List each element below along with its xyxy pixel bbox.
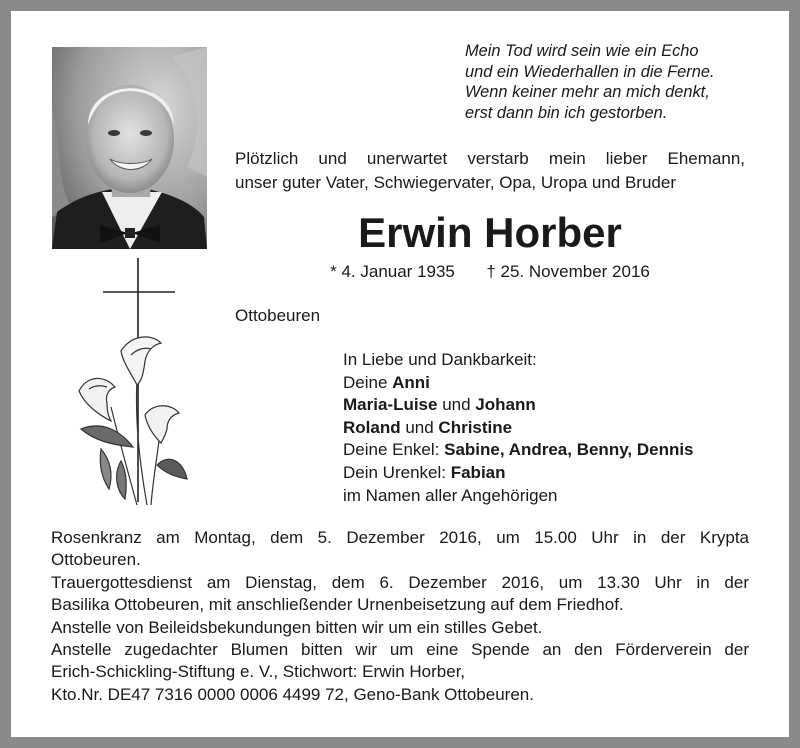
- signer-name: Maria-Luise: [343, 395, 438, 415]
- signers-text: und: [400, 417, 439, 437]
- signers-line: [343, 394, 694, 417]
- details-line: Trauergottesdienst am Dienstag, dem 6. Dezember 2016, um 13.30 Uhr in der: [51, 572, 749, 592]
- signer-name: Christine: [438, 417, 513, 437]
- details-line: Anstelle zugedachter Blumen bitten wir um eine Spende an den Förderverein der: [51, 640, 749, 660]
- signer-name: Anni: [392, 372, 430, 392]
- details-line: Rosenkranz am Montag, dem 5. Dezember 2016, um 15.00 Uhr in der Krypta: [51, 528, 749, 547]
- signers-line: im Namen aller Angehörigen: [343, 485, 558, 505]
- signers-line: [343, 462, 694, 485]
- signers-line: [343, 372, 694, 395]
- intro-line: Plötzlich und unerwartet verstarb mein lieber Ehemann,: [235, 149, 745, 168]
- obituary-card: [11, 11, 789, 737]
- death-date: † 25. November 2016: [486, 262, 650, 281]
- signers-block: [343, 349, 694, 507]
- signers-text: Dein Urenkel:: [343, 462, 451, 482]
- intro-text: [235, 147, 745, 195]
- intro-line: unser guter Vater, Schwiegervater, Opa, Uropa und Bruder: [235, 173, 676, 192]
- lily-flowers-icon: [61, 329, 191, 507]
- signers-line: In Liebe und Dankbarkeit:: [343, 350, 537, 369]
- service-details: [51, 527, 749, 706]
- signer-name: Fabian: [450, 462, 506, 482]
- birth-date: * 4. Januar 1935: [330, 262, 455, 281]
- poem-line: Wenn keiner mehr an mich denkt,: [465, 83, 710, 101]
- details-line: Ottobeuren.: [51, 550, 141, 570]
- signers-line: [343, 417, 694, 440]
- poem-line: erst dann bin ich gestorben.: [465, 103, 668, 122]
- details-line: Anstelle von Beileidsbekundungen bitten wir um ein stilles Gebet.: [51, 617, 543, 637]
- details-line: Kto.Nr. DE47 7316 0000 0006 4499 72, Geno-Bank Ottobeuren.: [51, 684, 534, 704]
- signers-text: und: [437, 395, 476, 415]
- portrait-photo: [52, 47, 207, 249]
- signer-name: Roland: [343, 417, 401, 437]
- poem-line: Mein Tod wird sein wie ein Echo: [465, 42, 699, 60]
- signers-text: Deine: [343, 372, 393, 392]
- details-line: Basilika Ottobeuren, mit anschließender Urnenbeisetzung auf dem Friedhof.: [51, 595, 624, 615]
- deceased-name: Erwin Horber: [358, 209, 622, 256]
- poem-line: und ein Wiederhallen in die Ferne.: [465, 62, 715, 81]
- place-name: Ottobeuren: [235, 306, 321, 325]
- signers-text: Deine Enkel:: [343, 440, 445, 460]
- signer-name: Johann: [475, 395, 536, 415]
- details-line: Erich-Schickling-Stiftung e. V., Stichwort: Erwin Horber,: [51, 662, 466, 682]
- signers-line: [343, 439, 694, 462]
- poem-quote: [465, 41, 785, 123]
- life-dates: [235, 261, 745, 283]
- signer-name: Sabine, Andrea, Benny, Dennis: [444, 440, 694, 460]
